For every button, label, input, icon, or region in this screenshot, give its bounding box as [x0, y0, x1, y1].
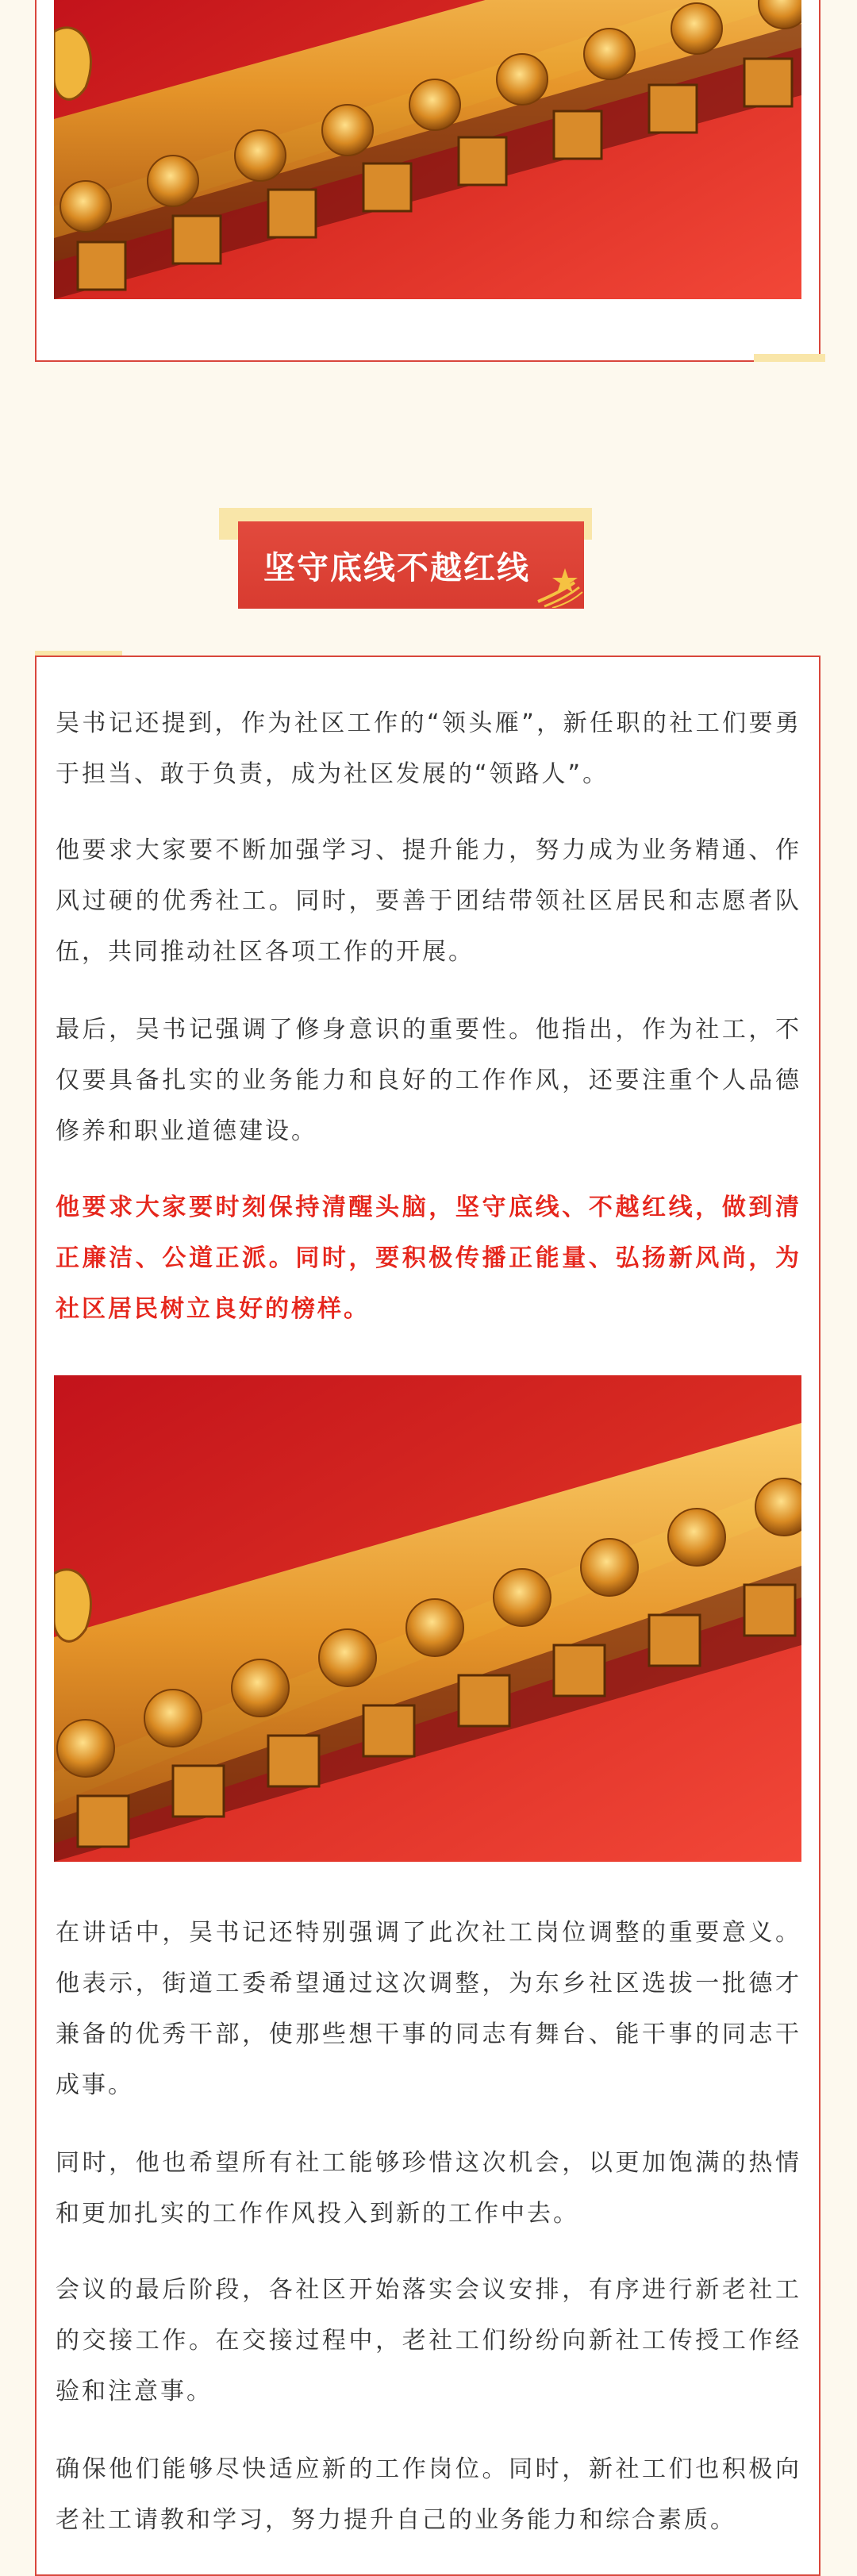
section-title-box: [238, 521, 584, 609]
roof-illustration: [54, 1375, 801, 1862]
paragraph: 吴书记还提到，作为社区工作的“领头雁”，新任职的社工们要勇于担当、敢于负责，成为社区发展的“领路人”。: [56, 709, 801, 788]
palace-roof-image-top: [54, 0, 801, 299]
paragraph: 同时，他也希望所有社工能够珍惜这次机会，以更加饱满的热情和更加扎实的工作作风投入到新的工作中去。: [56, 2149, 801, 2228]
paragraph: 会议的最后阶段，各社区开始落实会议安排，有序进行新老社工的交接工作。在交接过程中，老社工们纷纷向新社工传授工作经验和注意事。: [56, 2276, 801, 2405]
paragraph: 最后，吴书记强调了修身意识的重要性。他指出，作为社工，不仅要具备扎实的业务能力和良好的工作作风，还要注重个人品德修养和职业道德建设。: [56, 1016, 801, 1145]
paragraph: 在讲话中，吴书记还特别强调了此次社工岗位调整的重要意义。他表示，街道工委希望通过这次调整，为东乡社区选拔一批德才兼备的优秀干部，使那些想干事的同志有舞台、能干事的同志干成事。: [56, 1919, 801, 2099]
section-title: 坚守底线不越红线: [263, 549, 530, 586]
decorative-accent-bar: [754, 354, 825, 362]
shooting-star-icon: [533, 556, 594, 608]
paragraph: 他要求大家要不断加强学习、提升能力，努力成为业务精通、作风过硬的优秀社工。同时，要善于团结带领社区居民和志愿者队伍，共同推动社区各项工作的开展。: [56, 836, 801, 966]
paragraph: 确保他们能够尽快适应新的工作岗位。同时，新社工们也积极向老社工请教和学习，努力提升自己的业务能力和综合素质。: [56, 2455, 801, 2534]
roof-illustration: [54, 0, 801, 299]
highlighted-paragraph: 他要求大家要时刻保持清醒头脑，坚守底线、不越红线，做到清正廉洁、公道正派。同时，要积极传播正能量、弘扬新风尚，为社区居民树立良好的榜样。: [56, 1194, 801, 1323]
palace-roof-image-bottom: [54, 1375, 801, 1862]
